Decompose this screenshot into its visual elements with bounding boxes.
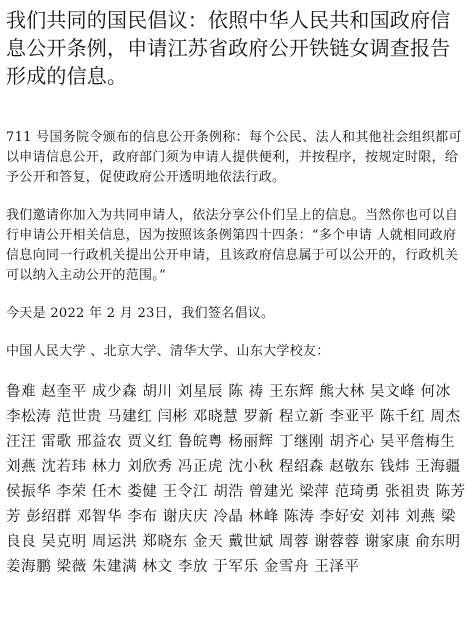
- paragraph-date: 今天是 2022 年 2 月 23日，我们签名倡议。: [6, 306, 275, 321]
- signatory-list: 鲁难 赵奎平 成少森 胡川 刘星辰 陈 祷 王东辉 熊大林 吴文峰 何冰 李松涛 范世贵 马建红 闫彬 邓晓慧 罗新 程立新 李亚平 陈千红 周杰 汪汪 雷歌 邢益农 贾义红 鲁皖粤 杨丽辉 丁继刚 胡齐心 吴平詹梅生 刘燕 沈若玮 林力 刘欣秀 冯正虎 沈小秋 程绍森 赵敬东 钱炜 王海疆 侯振华 李荣 任木 娄健 王令江 胡浩 曾建光 梁萍 范琦勇 张祖贵 陈芳芳 彭绍群 邓智华 李布 谢庆庆 冷晶 林峰 陈涛 李好安 刘祎 刘燕 梁良良 吴克明 周运洪 郑晓东 金天 戴世斌 周蓉 谢蓉蓉 谢家康 俞东明 姜海鹏 梁薇 朱建满 林文 李放 于军乐 金雪舟 王泽平: [6, 384, 466, 575]
- document-title: 我们共同的国民倡议：依照中华人民共和国政府信息公开条例，申请江苏省政府公开铁链女调查报告形成的信息。: [6, 8, 451, 88]
- paragraph-alumni: 中国人民大学 、北京大学、清华大学、山东大学校友：: [6, 344, 330, 359]
- paragraph-invitation: 我们邀请你加入为共同申请人，依法分享公仆们呈上的信息。当然你也可以自行申请公开相关信息，因为按照该条例第四十四条：“多个申请 人就相同政府信息向同一行政机关提出公开申请，且该政府信息属于可以公开的，行政机关可以纳入主动公开的范围。”: [6, 208, 459, 283]
- paragraph-regulation: 711 号国务院令颁布的信息公开条例称：每个公民、法人和其他社会组织都可以申请信息公开，政府部门须为申请人提供便利，并按程序，按规定时限，给予公开和答复，促使政府公开透明地依法行政。: [6, 130, 462, 185]
